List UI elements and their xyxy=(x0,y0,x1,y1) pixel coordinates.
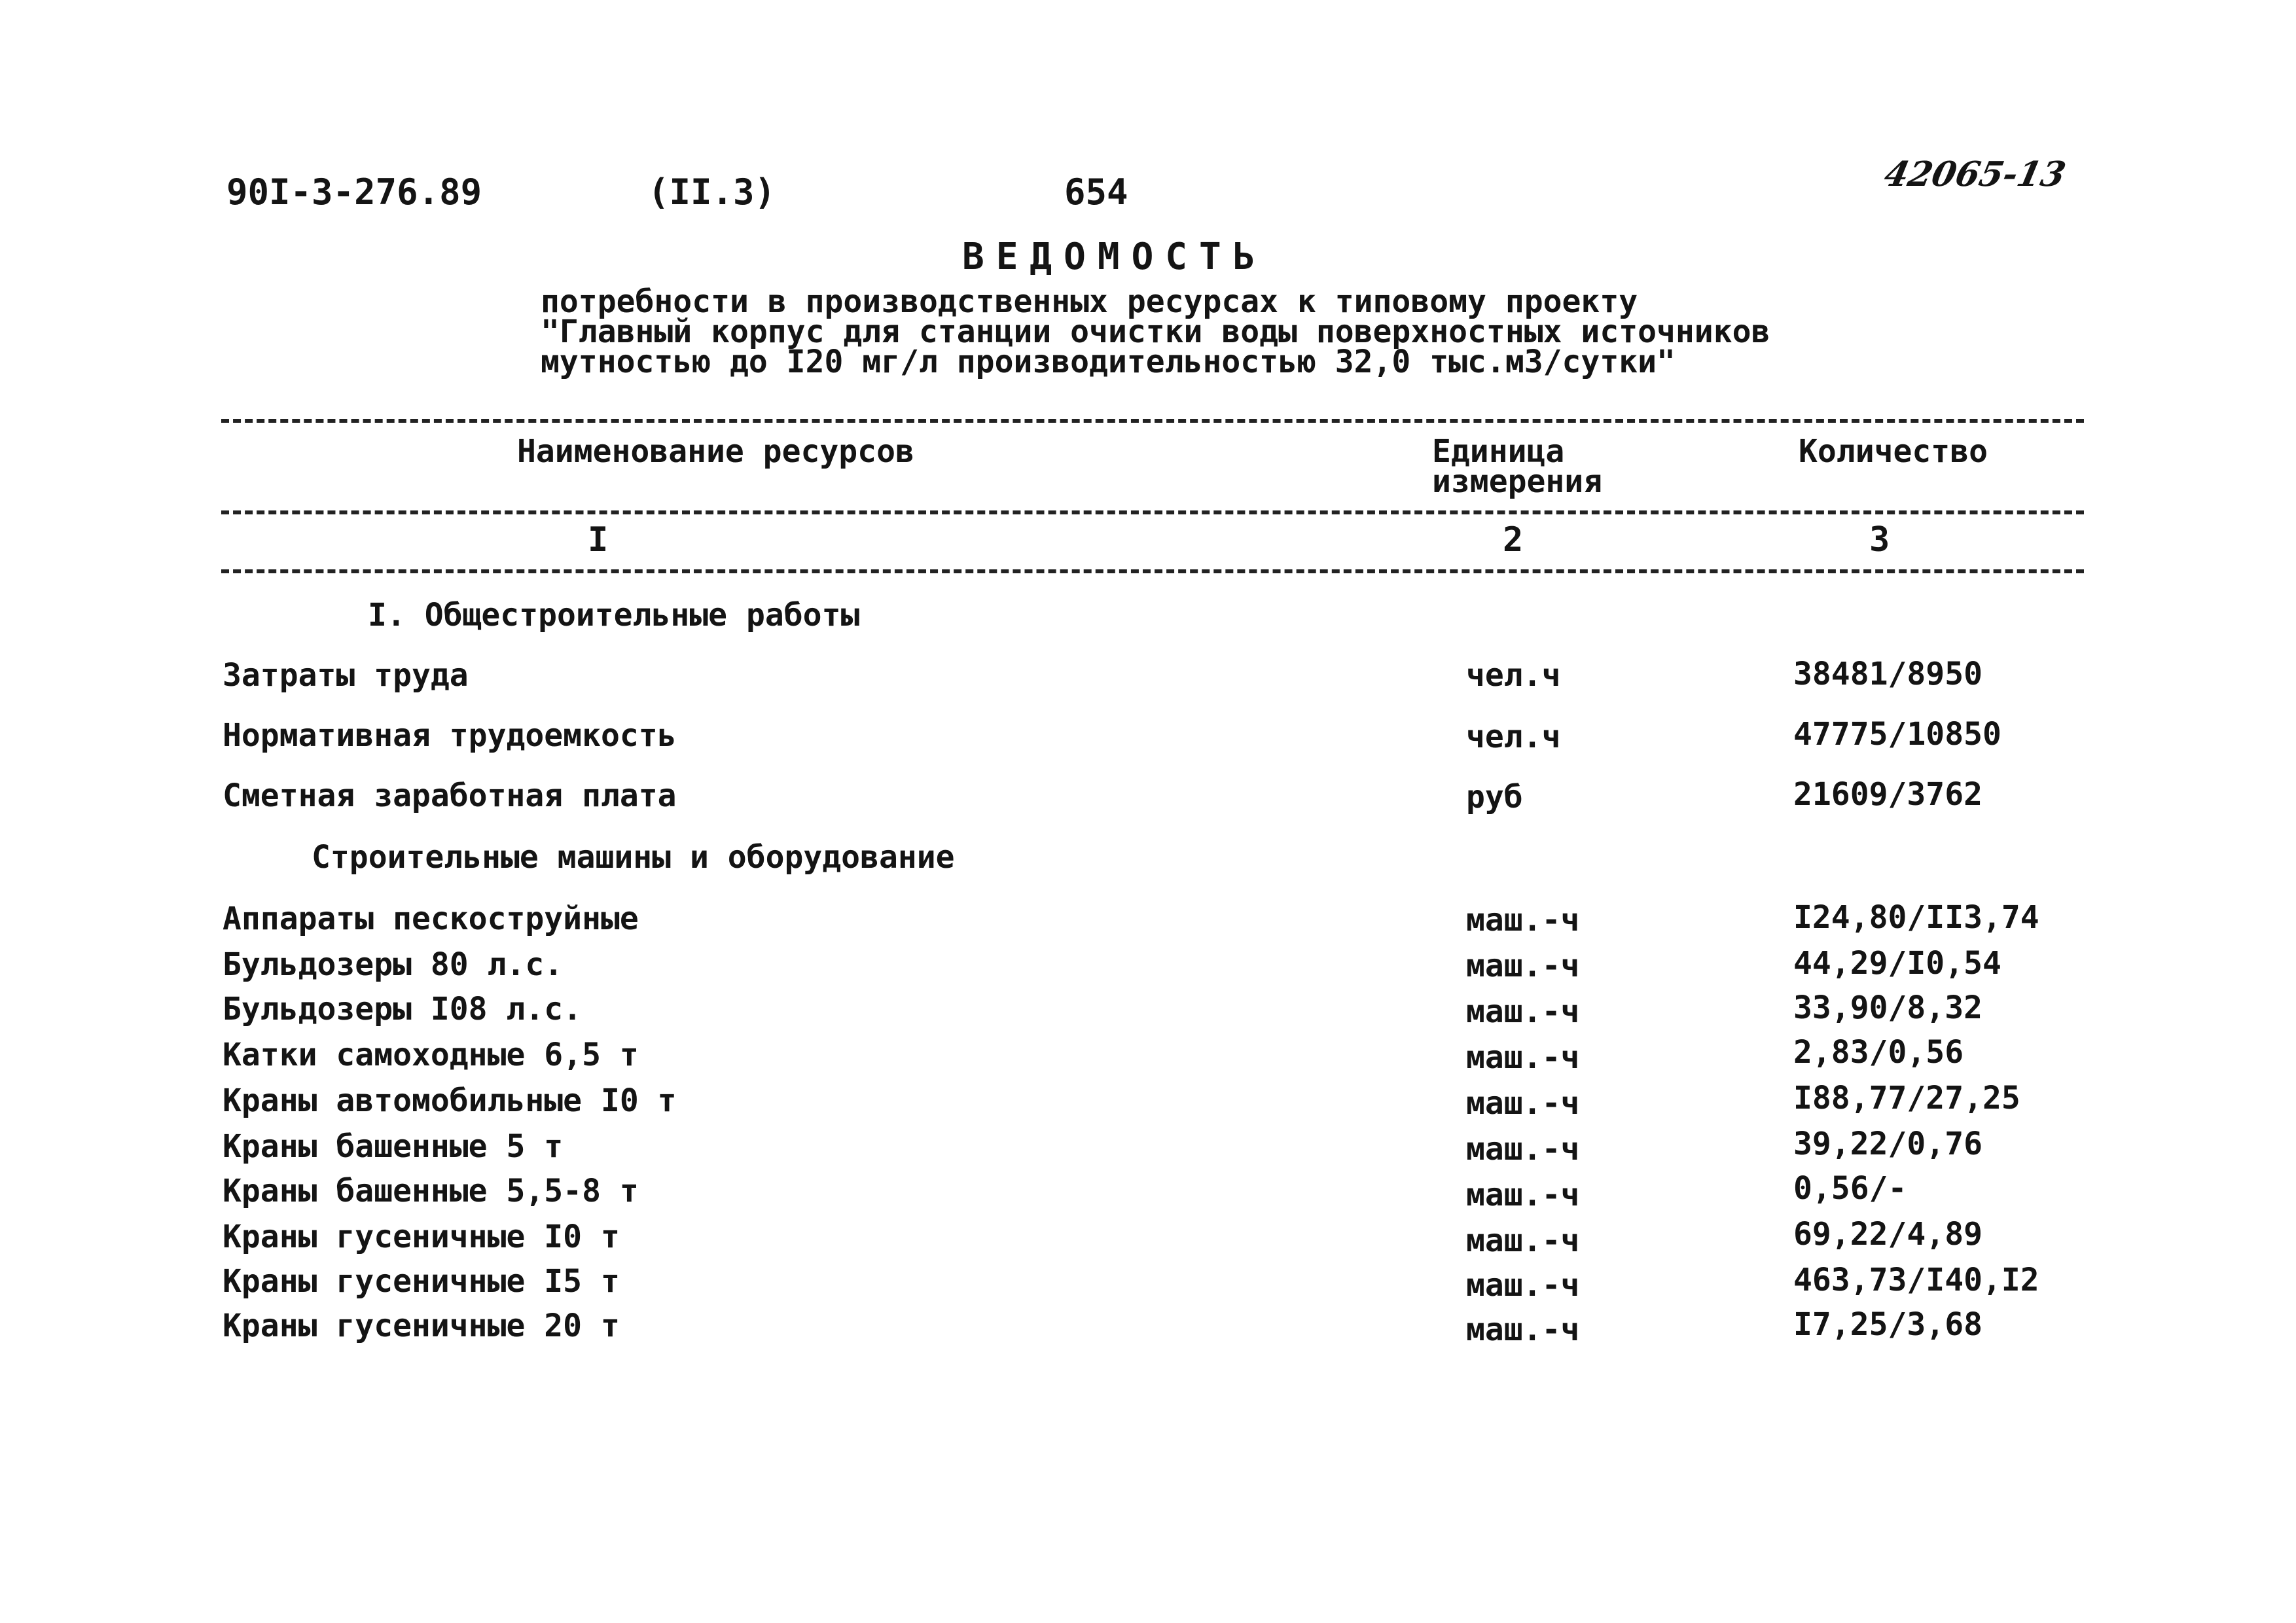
column-number-1: I xyxy=(588,520,609,560)
subtitle-line-2: "Главный корпус для станции очистки воды поверхностных источников xyxy=(541,313,1770,350)
row-name: Краны башенные 5 т xyxy=(223,1128,564,1165)
section-heading-machines: Строительные машины и оборудование xyxy=(312,839,955,876)
row-name: Затраты труда xyxy=(223,657,469,694)
row-qty: 44,29/I0,54 xyxy=(1793,945,2001,982)
row-unit: маш.-ч xyxy=(1466,1267,1580,1304)
row-qty: 33,90/8,32 xyxy=(1793,990,1982,1026)
row-name: Катки самоходные 6,5 т xyxy=(223,1037,639,1073)
page-number: 654 xyxy=(1064,171,1128,213)
row-unit: чел.ч xyxy=(1466,719,1561,755)
row-unit: маш.-ч xyxy=(1466,1085,1580,1122)
row-qty: I7,25/3,68 xyxy=(1793,1306,1982,1343)
subtitle-line-1: потребности в производственных ресурсах к типовому проекту xyxy=(541,283,1638,320)
row-name: Аппараты пескоструйные xyxy=(223,901,639,937)
document-title: ВЕДОМОСТЬ xyxy=(962,236,1267,278)
column-header-name: Наименование ресурсов xyxy=(517,433,914,470)
row-qty: 47775/10850 xyxy=(1793,716,2001,753)
table-rule-bottom xyxy=(221,569,2084,573)
row-unit: маш.-ч xyxy=(1466,1222,1580,1259)
row-qty: 0,56/- xyxy=(1793,1170,1907,1207)
row-name: Сметная заработная плата xyxy=(223,777,677,814)
handwritten-stamp: 42065-13 xyxy=(1880,154,2070,194)
row-name: Бульдозеры I08 л.с. xyxy=(223,991,583,1027)
row-qty: I24,80/II3,74 xyxy=(1793,899,2039,936)
column-number-2: 2 xyxy=(1503,520,1524,560)
table-rule-top xyxy=(221,419,2084,423)
row-name: Нормативная трудоемкость xyxy=(223,717,677,754)
column-number-3: 3 xyxy=(1869,520,1890,560)
row-qty: 21609/3762 xyxy=(1793,776,1982,813)
row-unit: маш.-ч xyxy=(1466,902,1580,938)
row-qty: 69,22/4,89 xyxy=(1793,1216,1982,1253)
row-unit: маш.-ч xyxy=(1466,1039,1580,1076)
section-heading-general: I. Общестроительные работы xyxy=(368,597,860,633)
row-qty: 38481/8950 xyxy=(1793,656,1982,692)
section-number: (II.3) xyxy=(648,171,776,213)
row-qty: I88,77/27,25 xyxy=(1793,1080,2020,1116)
row-unit: чел.ч xyxy=(1466,657,1561,694)
row-unit: руб xyxy=(1466,779,1523,815)
row-unit: маш.-ч xyxy=(1466,1177,1580,1213)
column-header-unit-line2: измерения xyxy=(1432,463,1603,500)
column-header-qty: Количество xyxy=(1799,433,1988,470)
row-unit: маш.-ч xyxy=(1466,1131,1580,1168)
subtitle-line-3: мутностью до I20 мг/л производительностью 32,0 тыс.м3/сутки" xyxy=(541,344,1676,380)
row-name: Бульдозеры 80 л.с. xyxy=(223,946,564,983)
row-name: Краны автомобильные I0 т xyxy=(223,1082,677,1119)
row-qty: 2,83/0,56 xyxy=(1793,1034,1964,1071)
row-unit: маш.-ч xyxy=(1466,948,1580,984)
row-unit: маш.-ч xyxy=(1466,1311,1580,1348)
row-qty: 39,22/0,76 xyxy=(1793,1126,1982,1162)
column-header-unit-line1: Единица xyxy=(1432,433,1565,470)
document-code: 90I-3-276.89 xyxy=(226,171,482,213)
row-name: Краны башенные 5,5-8 т xyxy=(223,1173,639,1209)
row-name: Краны гусеничные I5 т xyxy=(223,1263,620,1300)
table-rule-mid xyxy=(221,510,2084,514)
row-qty: 463,73/I40,I2 xyxy=(1793,1262,2039,1298)
row-name: Краны гусеничные I0 т xyxy=(223,1219,620,1255)
row-unit: маш.-ч xyxy=(1466,993,1580,1030)
row-name: Краны гусеничные 20 т xyxy=(223,1308,620,1344)
